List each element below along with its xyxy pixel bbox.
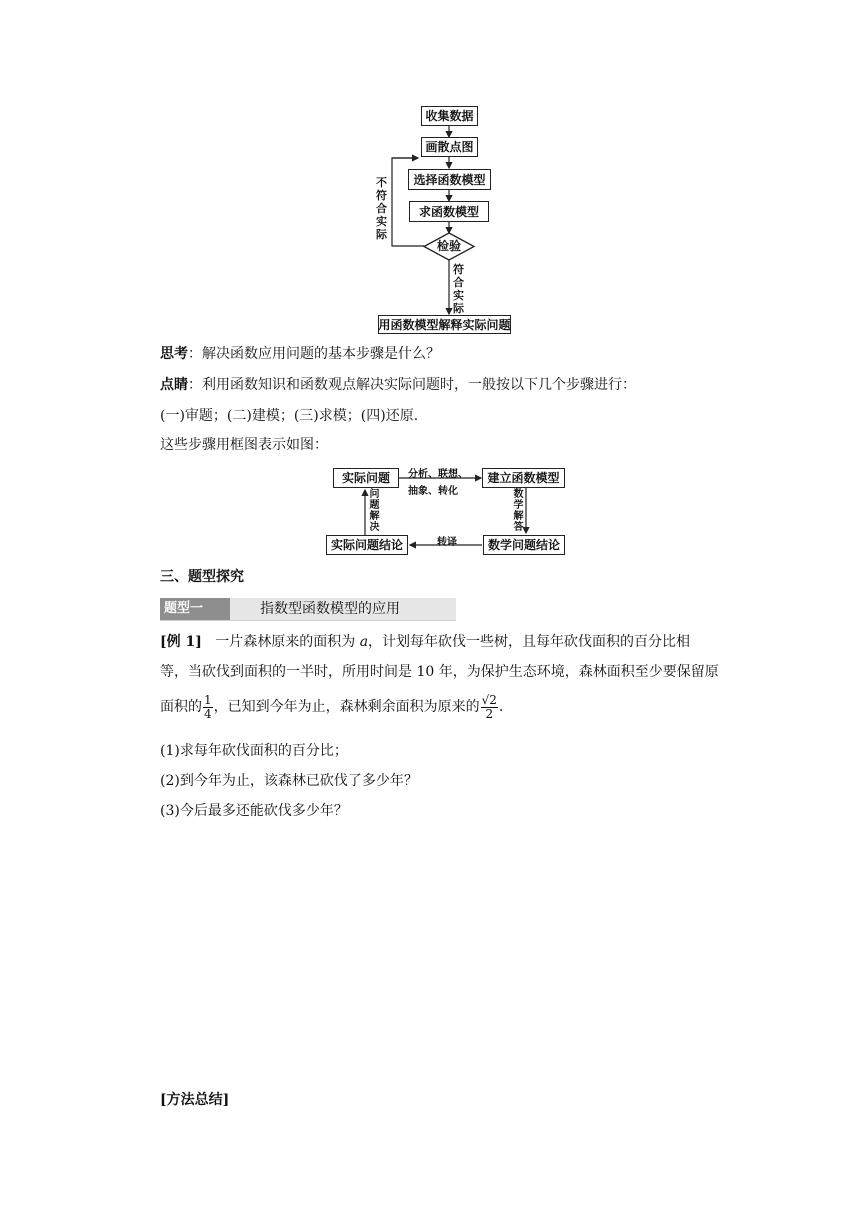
example-text-3b: ，已知到今年为止，森林剩余面积为原来的 — [213, 699, 480, 715]
frac1-numerator: 1 — [204, 692, 212, 707]
collect-data-box: 收集数据 — [421, 106, 478, 126]
think-label: 思考 — [160, 346, 188, 362]
pointer-label: 点睛 — [160, 377, 188, 393]
choose-model-box: 选择函数模型 — [408, 169, 491, 190]
math-conclusion-box: 数学问题结论 — [483, 535, 565, 555]
abstract-label: 抽象、转化 — [408, 486, 458, 497]
math-solve-label: 数学解答 — [513, 489, 524, 533]
fraction-one-quarter — [203, 694, 213, 721]
steps-line: (一)审题；(二)建模；(三)求模；(四)还原. — [160, 408, 419, 424]
example-label: [例 1] — [160, 634, 202, 650]
frac1-denominator: 4 — [204, 706, 212, 721]
not-fit-label: 不符合实际 — [376, 176, 387, 241]
explain-problem-box: 用函数模型解释实际问题 — [378, 315, 511, 334]
example-text-1b: ，计划每年砍伐一些树，且每年砍伐面积的百分比相 — [368, 634, 691, 650]
think-text: ：解决函数应用问题的基本步骤是什么？ — [188, 346, 440, 362]
frac2-numerator: √2 — [481, 692, 497, 707]
pointer-text: ：利用函数知识和函数观点解决实际问题时，一般按以下几个步骤进行： — [188, 377, 636, 393]
section-title: 三、题型探究 — [160, 569, 244, 585]
banner-tag: 题型一 — [160, 598, 230, 620]
method-summary: [方法总结] — [160, 1092, 230, 1108]
question-3: (3)今后最多还能砍伐多少年？ — [160, 803, 348, 819]
question-2: (2)到今年为止，该森林已砍伐了多少年？ — [160, 773, 418, 789]
frac2-denominator: 2 — [485, 706, 494, 721]
solve-model-box: 求函数模型 — [409, 201, 489, 222]
draw-scatter-box: 画散点图 — [421, 137, 478, 157]
example-text-1a: 一片森林原来的面积为 — [215, 634, 360, 650]
example-text-3c: . — [498, 699, 504, 715]
var-a: a — [359, 634, 369, 650]
example-line-1 — [160, 632, 690, 652]
fit-label: 符合实际 — [453, 263, 464, 315]
problem-solve-label: 问题解决 — [369, 489, 380, 533]
banner-title: 指数型函数模型的应用 — [260, 601, 400, 617]
example-line-2: 等，当砍伐到面积的一半时，所用时间是 10 年，为保护生态环境，森林面积至少要保留原 — [160, 664, 719, 680]
real-problem-box: 实际问题 — [333, 468, 399, 488]
question-type-banner — [160, 598, 456, 621]
fraction-root2-over-2 — [481, 694, 498, 721]
check-label: 检验 — [436, 239, 461, 253]
analysis-label: 分析、联想、 — [408, 469, 468, 480]
question-1: (1)求每年砍伐面积的百分比； — [160, 743, 348, 759]
translate-label: 转译 — [437, 537, 457, 548]
example-line-3 — [160, 692, 503, 722]
diagram-intro: 这些步骤用框图表示如图： — [160, 437, 328, 453]
example-text-3a: 面积的 — [160, 699, 202, 715]
real-conclusion-box: 实际问题结论 — [326, 535, 408, 555]
build-model-box: 建立函数模型 — [482, 468, 565, 488]
